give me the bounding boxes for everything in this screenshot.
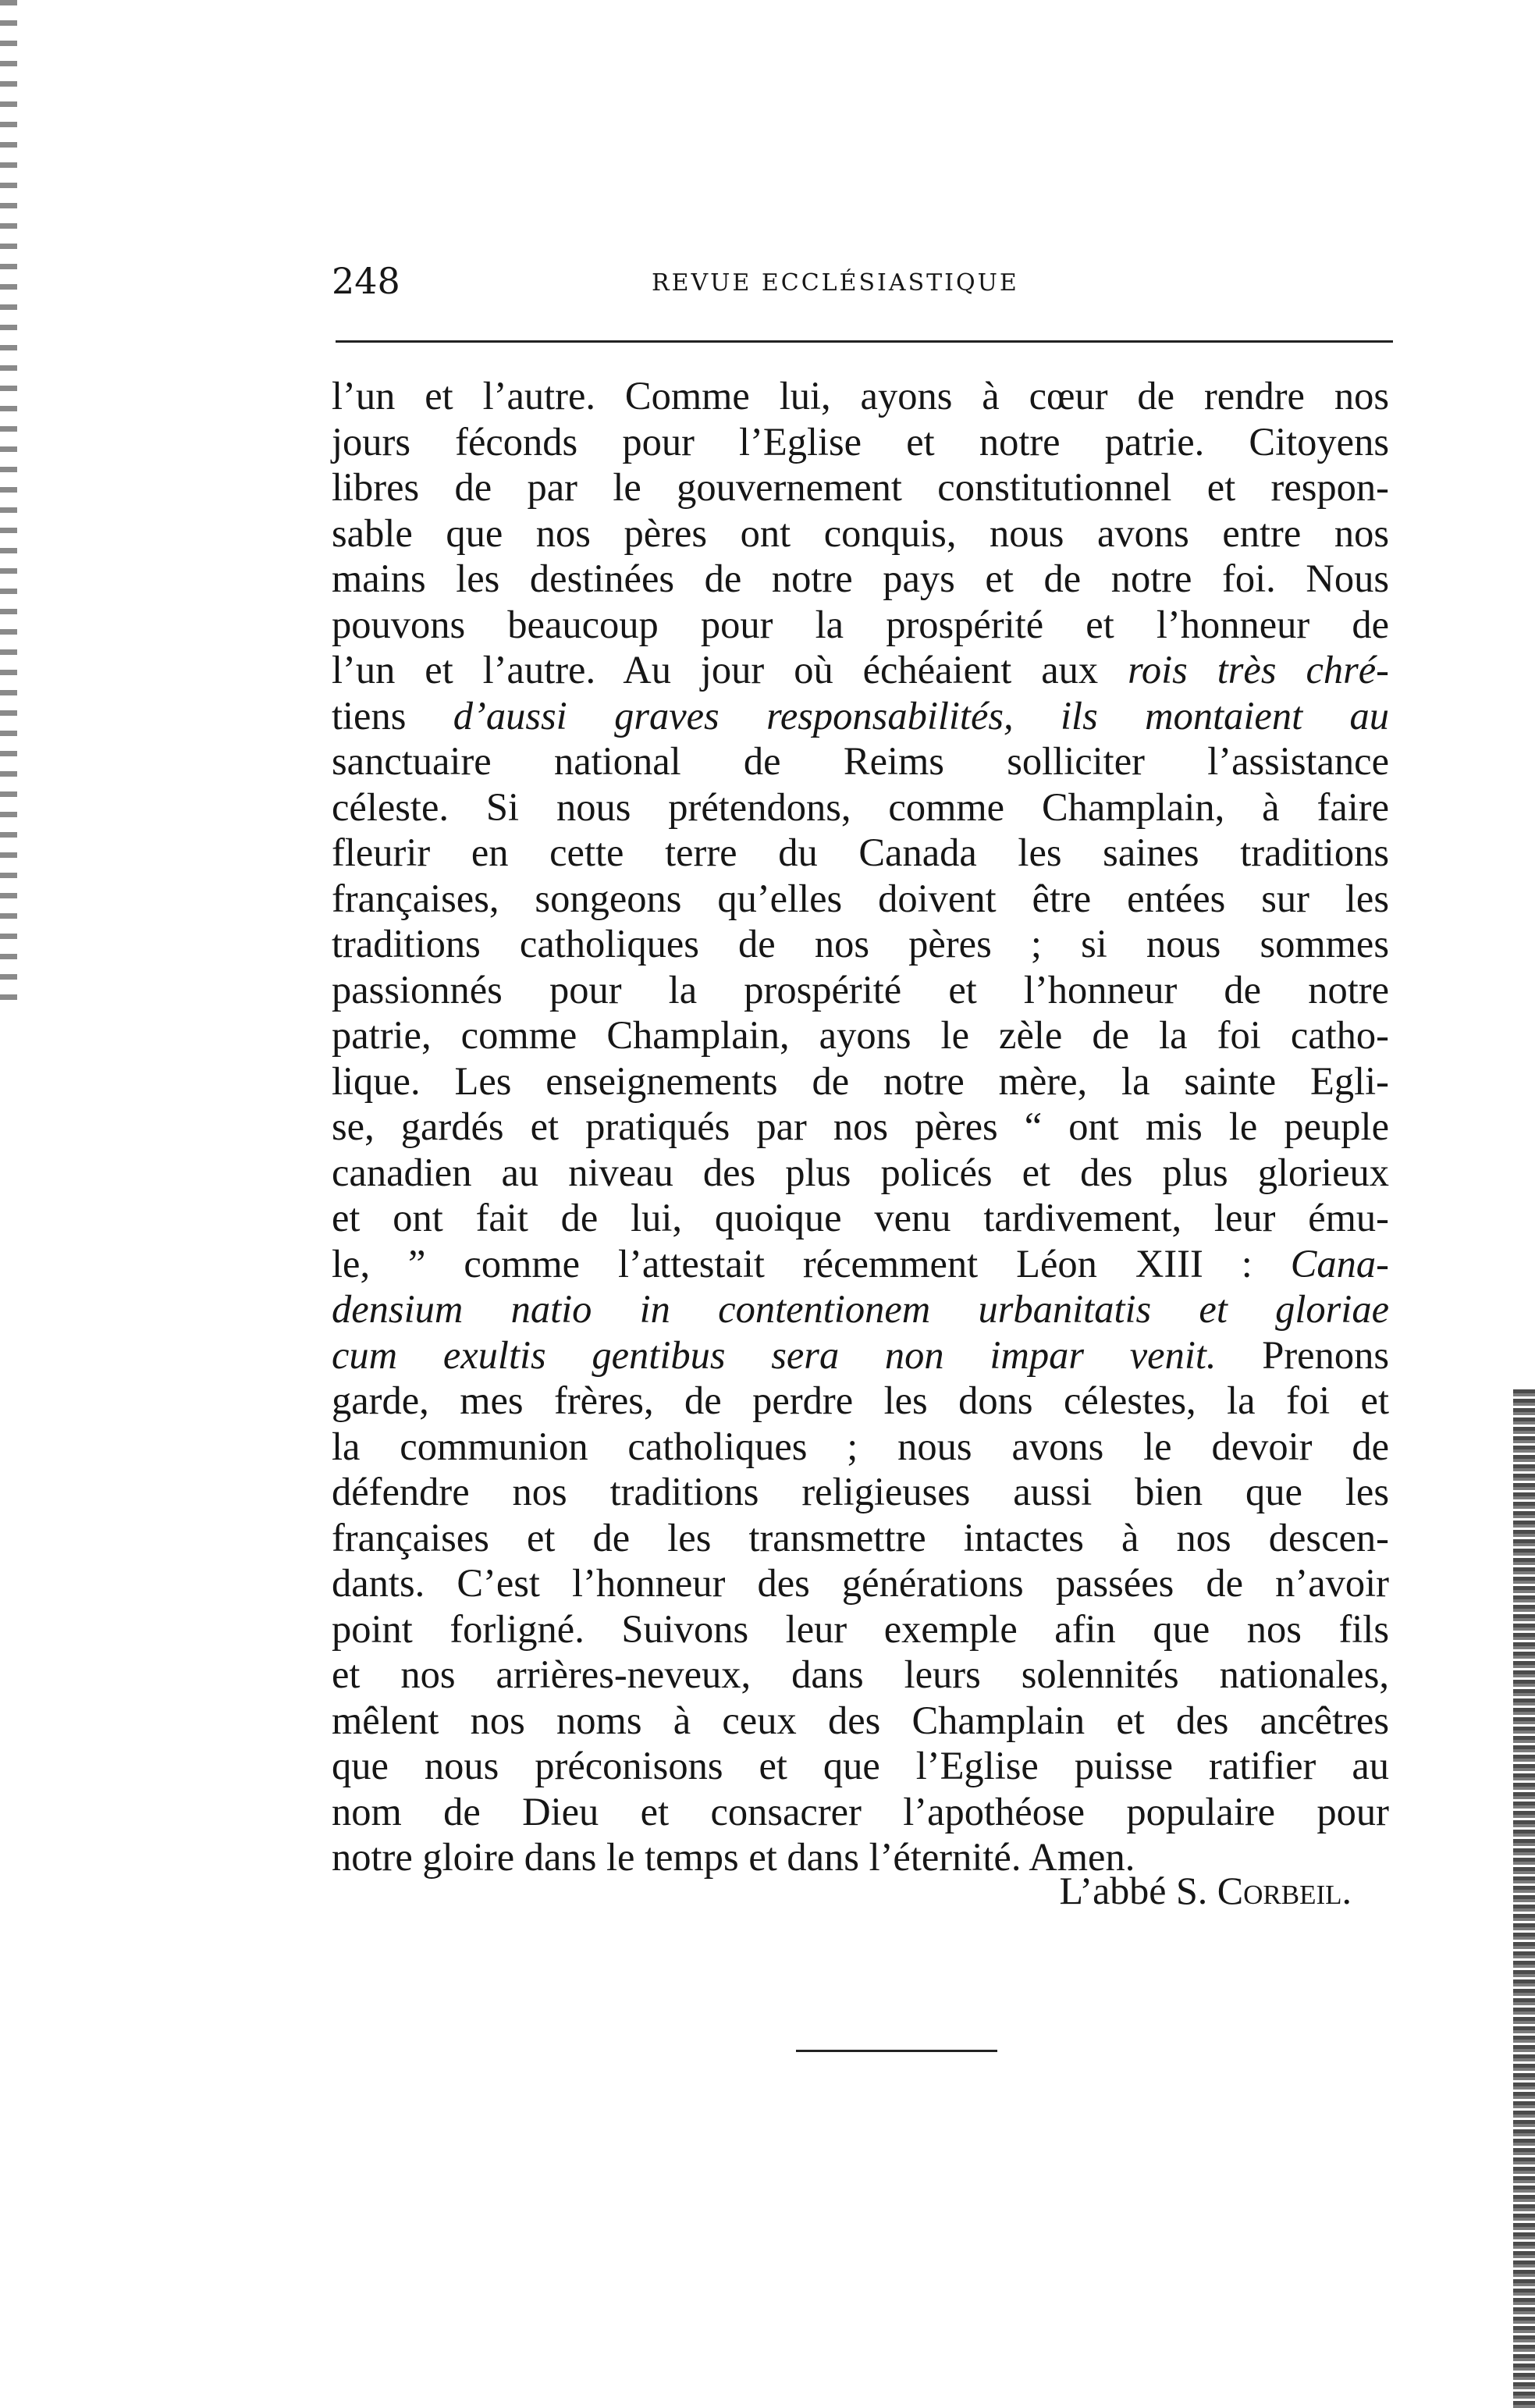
text-line <box>332 1241 1389 1287</box>
text-line <box>332 419 1389 465</box>
signature <box>1059 1866 1352 1915</box>
text-segment: que nous préconisons et que l’Eglise puisse ratifier au <box>332 1744 1389 1787</box>
text-segment: dants. C’est l’honneur des générations passées de n’avoir <box>332 1561 1389 1605</box>
text-segment: jours féconds pour l’Eglise et notre patrie. Citoyens <box>332 419 1389 464</box>
text-line <box>332 1378 1389 1424</box>
signature-prefix: L’abbé S. <box>1059 1869 1217 1912</box>
text-line <box>332 1424 1389 1470</box>
text-line <box>332 464 1389 510</box>
text-segment: nom de Dieu et consacrer l’apothéose populaire pour <box>332 1789 1389 1834</box>
text-segment: patrie, comme Champlain, ayons le zèle de la foi catho- <box>332 1013 1389 1057</box>
text-segment: fleurir en cette terre du Canada les saines traditions <box>332 831 1389 874</box>
text-segment: et nos arrières-neveux, dans leurs solennités nationales, <box>332 1652 1389 1696</box>
text-segment: et ont fait de lui, quoique venu tardivement, leur ému- <box>332 1196 1389 1240</box>
page-header <box>332 254 1397 308</box>
text-segment: libres de par le gouvernement constitutionnel et respon- <box>332 465 1389 509</box>
italic-segment: densium natio in contentionem urbanitatis et gloriae <box>332 1287 1389 1331</box>
italic-segment: Cana- <box>1290 1241 1389 1286</box>
text-segment: pouvons beaucoup pour la prospérité et l’honneur de <box>332 602 1389 646</box>
text-line <box>332 1515 1389 1561</box>
text-line <box>332 1652 1389 1698</box>
text-line <box>332 1058 1389 1104</box>
text-segment: garde, mes frères, de perdre les dons célestes, la foi et <box>332 1378 1389 1422</box>
text-segment: françaises, songeons qu’elles doivent être entées sur les <box>332 876 1389 920</box>
text-line <box>332 1286 1389 1332</box>
text-segment: le, ” comme l’attestait récemment Léon XIII : <box>332 1241 1291 1286</box>
italic-segment: d’aussi graves responsabilités, ils montaient au <box>406 693 1389 738</box>
italic-segment: rois très chré- <box>1128 648 1389 692</box>
text-segment: passionnés pour la prospérité et l’honneur de notre <box>332 967 1389 1012</box>
text-segment: lique. Les enseignements de notre mère, la sainte Egli- <box>332 1058 1389 1103</box>
text-segment: tiens <box>332 693 407 738</box>
italic-segment: cum exultis gentibus sera non impar venit. <box>332 1332 1217 1377</box>
text-line <box>332 921 1389 967</box>
header-rule <box>336 340 1393 343</box>
text-line <box>332 1789 1389 1835</box>
text-segment: sanctuaire national de Reims solliciter l’assistance <box>332 739 1389 783</box>
text-segment: traditions catholiques de nos pères ; si nous sommes <box>332 922 1389 966</box>
text-segment: mêlent nos noms à ceux des Champlain et des ancêtres <box>332 1698 1389 1742</box>
text-line <box>332 1560 1389 1606</box>
text-segment: sable que nos pères ont conquis, nous avons entre nos <box>332 510 1389 555</box>
text-line <box>332 1332 1389 1378</box>
text-line <box>332 1469 1389 1515</box>
text-segment: céleste. Si nous prétendons, comme Champlain, à faire <box>332 784 1389 829</box>
text-segment: se, gardés et pratiqués par nos pères “ ont mis le peuple <box>332 1104 1389 1148</box>
text-line <box>332 1743 1389 1789</box>
text-segment: défendre nos traditions religieuses aussi bien que les <box>332 1470 1389 1513</box>
text-segment: l’un et l’autre. Comme lui, ayons à cœur de rendre nos <box>332 374 1389 418</box>
text-line <box>332 830 1389 876</box>
running-head: REVUE ECCLÉSIASTIQUE <box>652 269 1019 297</box>
scan-edge-right <box>1513 1389 1535 2408</box>
text-segment: Prenons <box>1216 1332 1389 1377</box>
text-line <box>332 693 1389 739</box>
text-line <box>332 373 1389 419</box>
text-line <box>332 1012 1389 1058</box>
text-segment: françaises et de les transmettre intactes à nos descen- <box>332 1515 1389 1560</box>
text-line <box>332 1150 1389 1196</box>
text-segment: mains les destinées de notre pays et de notre foi. Nous <box>332 557 1389 600</box>
signature-name: Corbeil. <box>1217 1869 1352 1912</box>
scan-edge-left <box>0 0 17 1015</box>
text-segment: la communion catholiques ; nous avons le devoir de <box>332 1424 1389 1468</box>
text-line <box>332 967 1389 1013</box>
text-segment: notre gloire dans le temps et dans l’éternité. Amen. <box>332 1835 1135 1879</box>
text-segment: point forligné. Suivons leur exemple afin que nos fils <box>332 1606 1389 1651</box>
text-line <box>332 1195 1389 1241</box>
text-line <box>332 510 1389 557</box>
text-line <box>332 1606 1389 1652</box>
text-line <box>332 602 1389 648</box>
page-number: 248 <box>332 260 400 302</box>
text-segment: l’un et l’autre. Au jour où échéaient aux <box>332 648 1128 692</box>
text-line <box>332 1104 1389 1150</box>
body-paragraph <box>332 373 1389 1880</box>
text-line <box>332 738 1389 784</box>
end-rule <box>796 2050 997 2052</box>
text-segment: canadien au niveau des plus policés et des plus glorieux <box>332 1150 1389 1194</box>
text-line <box>332 556 1389 602</box>
text-line <box>332 876 1389 922</box>
text-line <box>332 647 1389 693</box>
text-line <box>332 784 1389 831</box>
text-line <box>332 1698 1389 1744</box>
